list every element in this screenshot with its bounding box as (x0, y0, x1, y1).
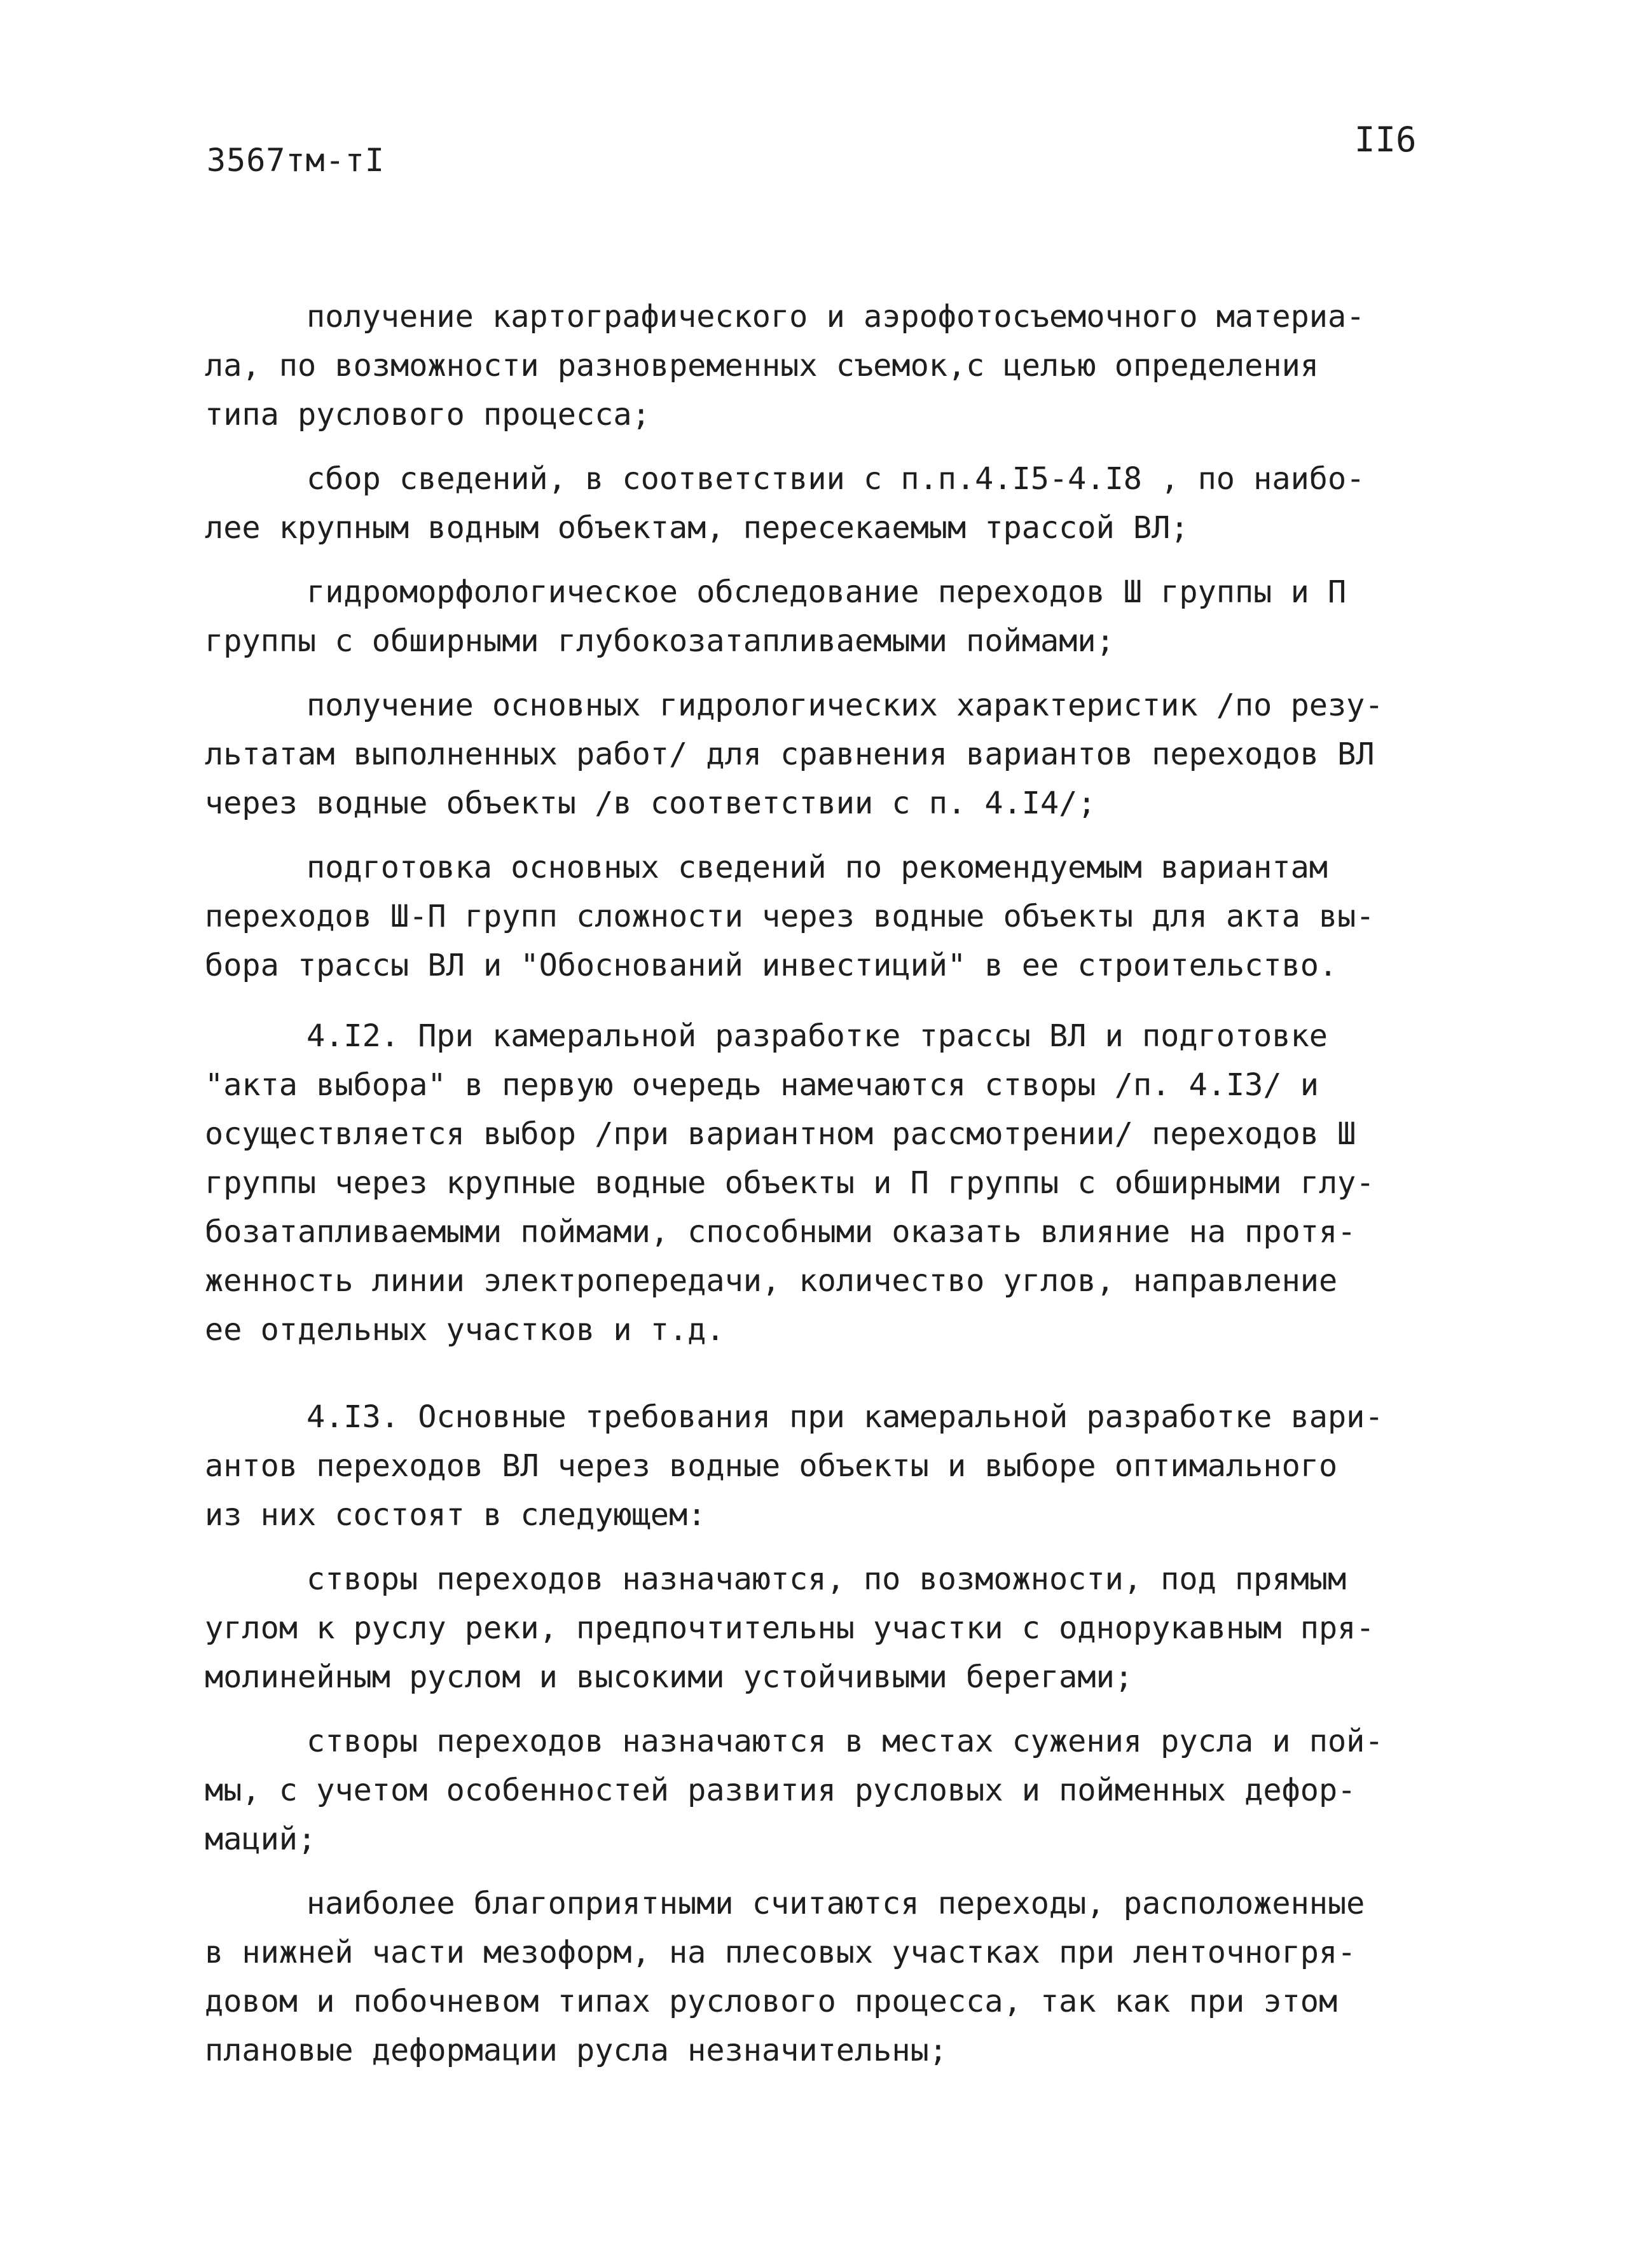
text-line: наиболее благоприятными считаются переходы, расположенные (306, 1886, 1365, 1921)
document-code: 3567тм-тI (207, 142, 385, 179)
text-line: через водные объекты /в соответствии с п. 4.I4/; (205, 785, 1096, 821)
text-line: сбор сведений, в соответствии с п.п.4.I5-4.I8 , по наибо- (306, 461, 1365, 497)
text-line: ее отдельных участков и т.д. (205, 1312, 725, 1348)
text-line: 4.I3. Основные требования при камеральной разработке вари- (306, 1399, 1384, 1435)
paragraph-crossing-angle (205, 1555, 1451, 1702)
text-line: довом и побочневом типах руслового процесса, так как при этом (205, 1984, 1338, 2019)
paragraph-data-collection (205, 455, 1451, 553)
text-line: молинейным руслом и высокими устойчивыми берегами; (205, 1659, 1133, 1695)
text-line: переходов Ш-П групп сложности через водные объекты для акта вы- (205, 899, 1375, 934)
text-line: 4.I2. При камеральной разработке трассы ВЛ и подготовке (306, 1018, 1328, 1054)
text-line: из них состоят в следующем: (205, 1497, 706, 1533)
text-line: группы через крупные водные объекты и П группы с обширными глу- (205, 1165, 1375, 1201)
text-line: получение основных гидрологических характеристик /по резу- (306, 688, 1384, 723)
text-line: антов переходов ВЛ через водные объекты и выборе оптимального (205, 1448, 1338, 1484)
text-line: получение картографического и аэрофотосъемочного материа- (306, 299, 1365, 335)
paragraph-hydrological-characteristics (205, 681, 1451, 828)
page-number: II6 (1354, 120, 1417, 160)
text-line: в нижней части мезоформ, на плесовых участках при ленточногря- (205, 1935, 1356, 1970)
text-line: группы с обширными глубокозатапливаемыми поймами; (205, 623, 1115, 659)
text-line: углом к руслу реки, предпочтительны участки с однорукавным пря- (205, 1610, 1375, 1646)
text-line: лее крупным водным объектам, пересекаемым трассой ВЛ; (205, 510, 1189, 546)
text-line: створы переходов назначаются, по возможности, под прямым (306, 1561, 1347, 1597)
paragraph-channel-narrowing (205, 1717, 1451, 1864)
paragraph-favorable-crossings (205, 1879, 1451, 2075)
paragraph-cartographic-material (205, 293, 1451, 439)
paragraph-preparation (205, 843, 1451, 990)
text-line: бозатапливаемыми поймами, способными оказать влияние на протя- (205, 1214, 1356, 1250)
text-line: мы, с учетом особенностей развития русловых и пойменных дефор- (205, 1773, 1356, 1808)
text-line: гидроморфологическое обследование переходов Ш группы и П (306, 574, 1347, 610)
text-line: льтатам выполненных работ/ для сравнения вариантов переходов ВЛ (205, 736, 1375, 772)
section-4-13 (205, 1393, 1451, 1540)
paragraph-hydromorphological-survey (205, 568, 1451, 666)
text-line: женность линии электропередачи, количество углов, направление (205, 1263, 1338, 1299)
text-line: осуществляется выбор /при вариантном рассмотрении/ переходов Ш (205, 1116, 1356, 1152)
text-line: бора трассы ВЛ и "Обоснований инвестиций" в ее строительство. (205, 948, 1338, 983)
text-line: створы переходов назначаются в местах сужения русла и пой- (306, 1724, 1384, 1759)
section-4-12 (205, 1012, 1451, 1355)
text-line: плановые деформации русла незначительны; (205, 2033, 947, 2068)
text-line: подготовка основных сведений по рекомендуемым вариантам (306, 850, 1328, 885)
text-line: "акта выбора" в первую очередь намечаются створы /п. 4.I3/ и (205, 1067, 1319, 1103)
text-line: маций; (205, 1822, 317, 1857)
body-text (205, 293, 1451, 2075)
text-line: типа руслового процесса; (205, 397, 650, 432)
text-line: ла, по возможности разновременных съемок,с целью определения (205, 348, 1319, 384)
